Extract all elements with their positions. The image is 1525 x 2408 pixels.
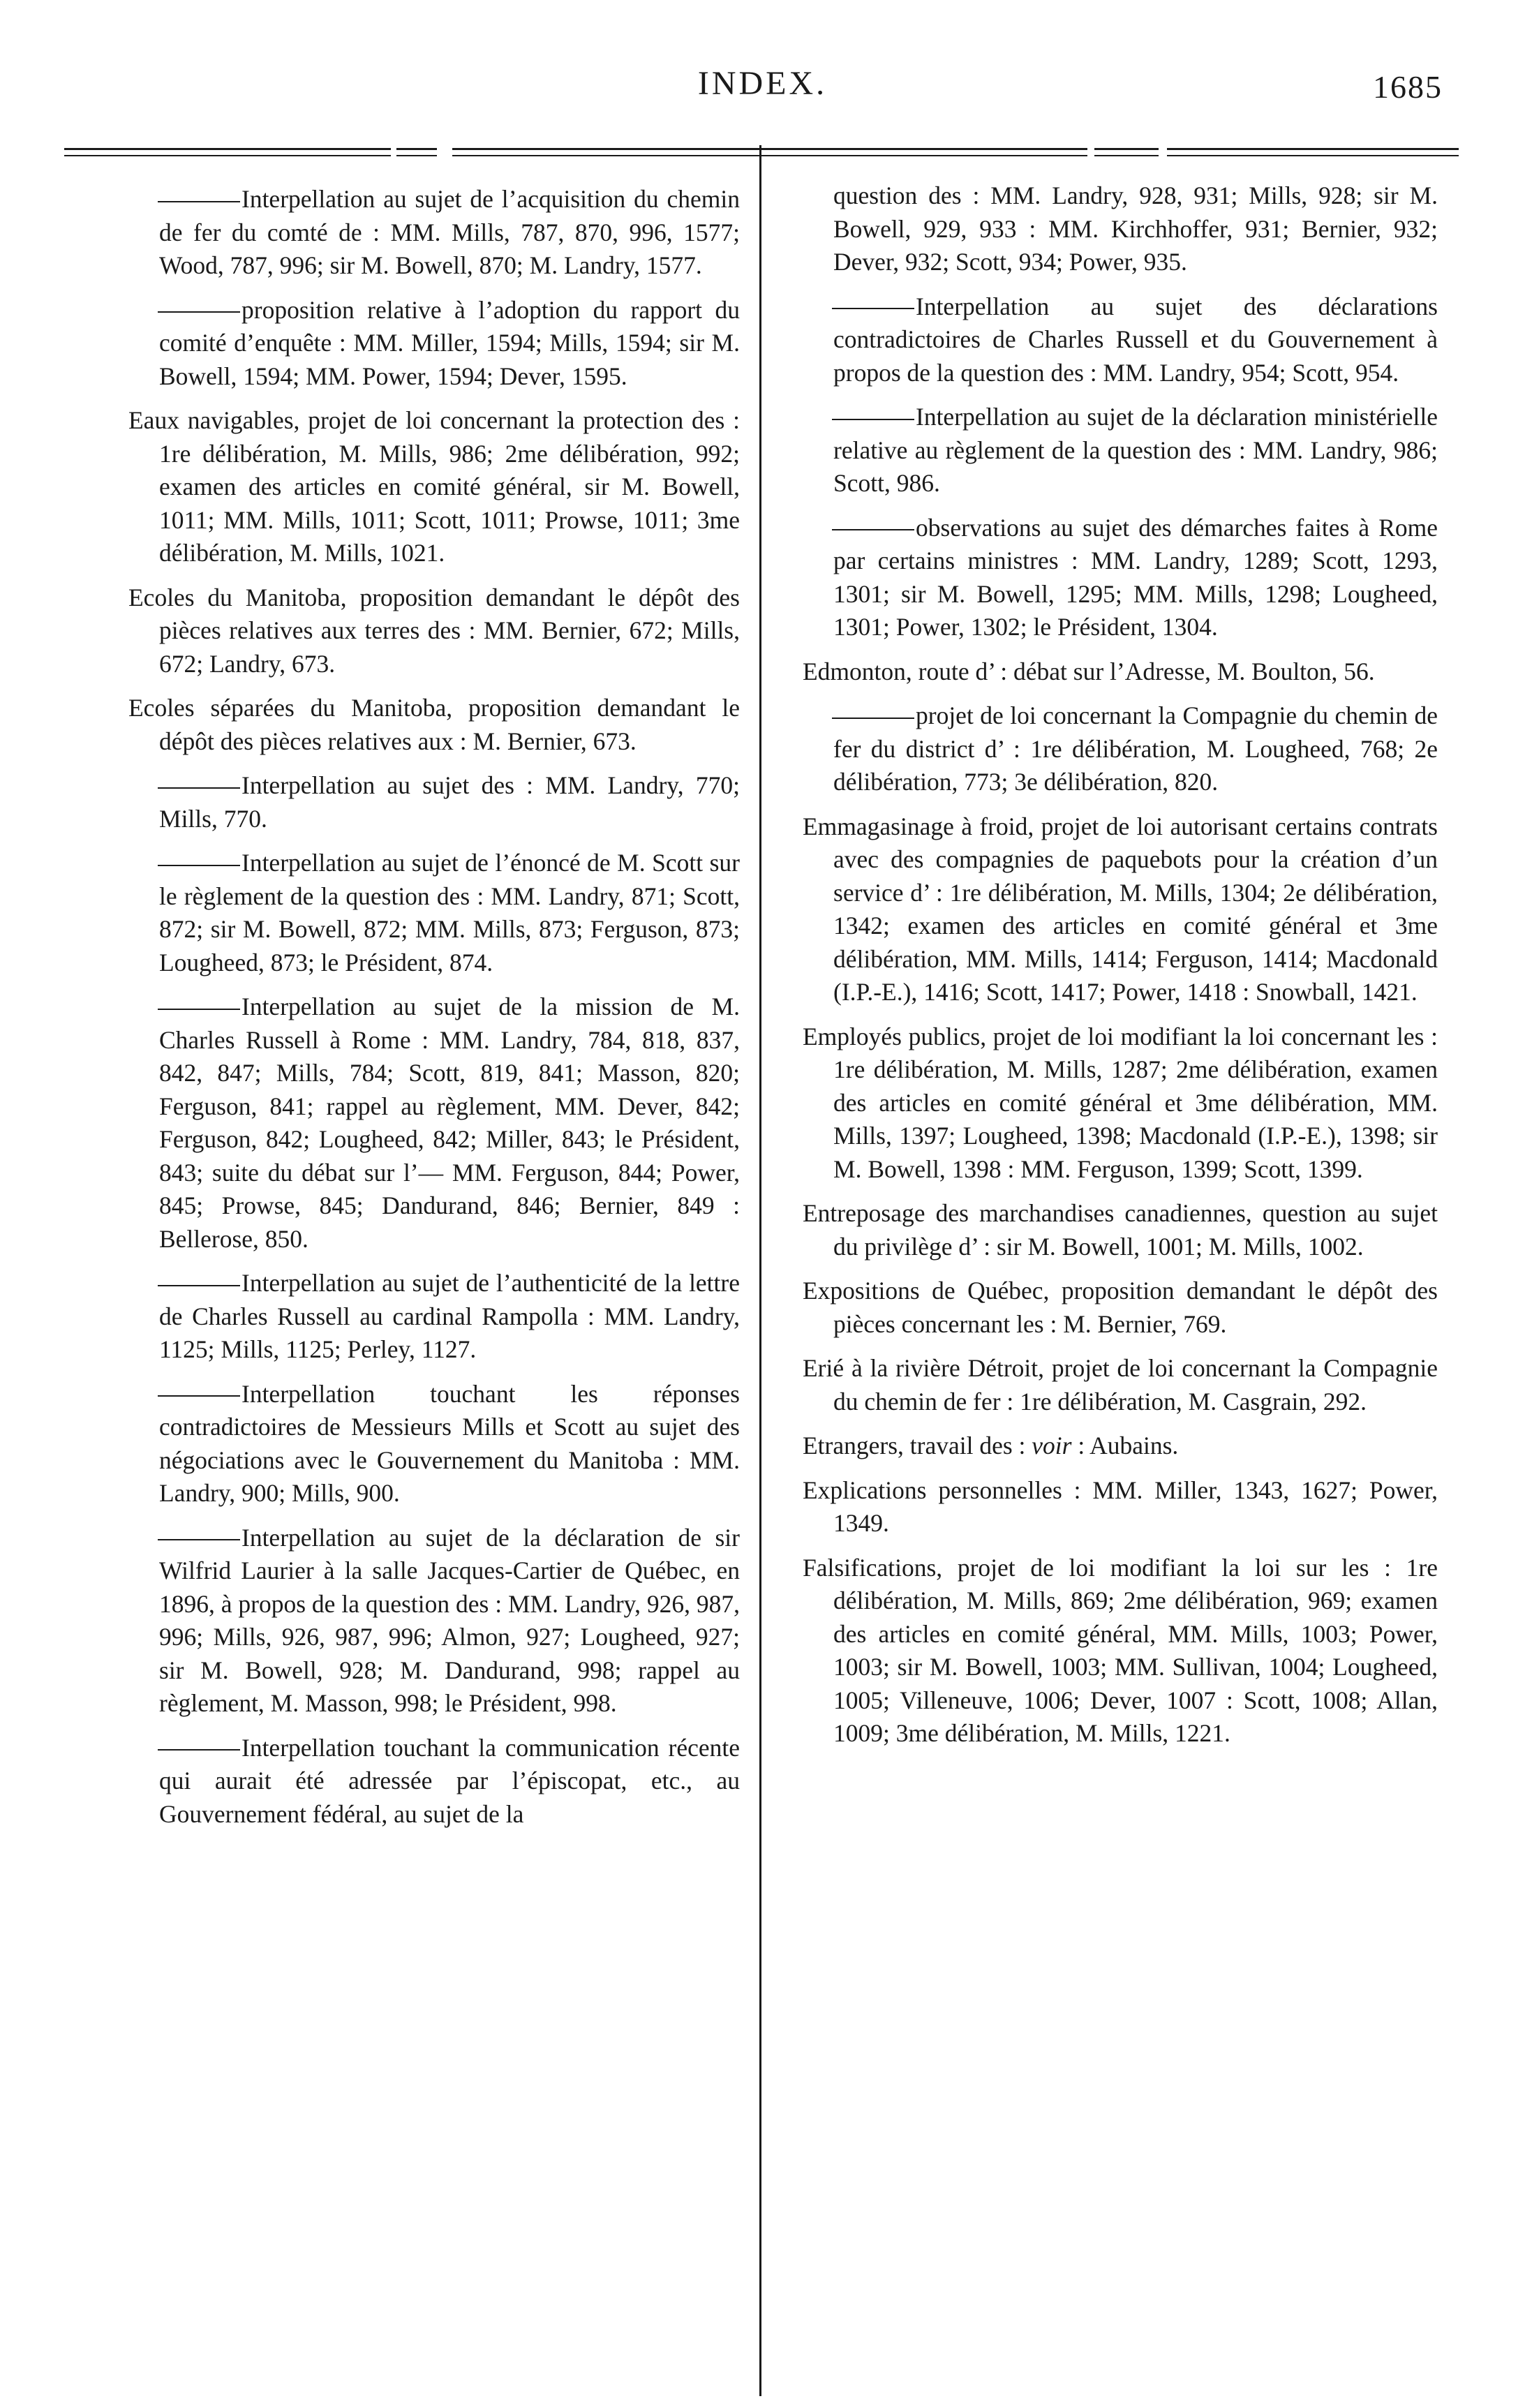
header-rule-right-2 [1094,155,1159,156]
ditto-dash [832,529,914,530]
page-title: INDEX. [697,65,828,102]
header-rule-mid [396,148,437,150]
index-subentry [128,1378,740,1510]
header-rule-far-right-2 [1167,155,1459,156]
index-subentry [803,401,1438,500]
entry-text: Ecoles du Manitoba, proposition demandant le dépôt des pièces relatives aux terres des : MM. Bernier, 672; Mills, 672; Landry, 673. [128,583,740,678]
ditto-dash [158,201,240,202]
cross-reference: voir [1032,1432,1072,1459]
ditto-dash [158,1009,240,1010]
ditto-dash [832,718,914,719]
ditto-dash [158,1285,240,1286]
entry-text: Explications personnelles : MM. Miller, 1343, 1627; Power, 1349. [803,1476,1438,1537]
entry-text: observations au sujet des démarches faites à Rome par certains ministres : MM. Landry, 1289; Scott, 1293, 1301; sir M. Bowell, 1295; MM. Mills, 1298; Lougheed, 1301; Power, 1302; le Président, 1304. [833,513,1438,641]
entry-text: Employés publics, projet de loi modifiant la loi concernant les : 1re délibération, M. Mills, 1287; 2me délibération, examen des articles en comité général et 3me délibération, MM. Mills, 1397; Lougheed, 1398; Macdonald (I.P.-E.), 1398; sir M. Bowell, 1398 : MM. Ferguson, 1399; Scott, 1399. [803,1022,1438,1183]
entry-text: proposition relative à l’adoption du rapport du comité d’enquête : MM. Miller, 1594; Mills, 1594; sir M. Bowell, 1594; MM. Power, 1594; Dever, 1595. [159,295,740,390]
entry-text: Falsifications, projet de loi modifiant la loi sur les : 1re délibération, M. Mills, 869; 2me délibération, 969; examen des articles en comité général, MM. Mills, 1003; Power, 1003; sir M. Bowell, 1003; MM. Sullivan, 1004; Lougheed, 1005; Villeneuve, 1006; Dever, 1007 : Scott, 1008; Allan, 1009; 3me délibération, M. Mills, 1221. [803,1553,1438,1747]
index-subentry [128,1732,740,1831]
entry-text: Ecoles séparées du Manitoba, proposition demandant le dépôt des pièces relatives aux : M. Bernier, 673. [128,694,740,755]
ditto-dash [158,1395,240,1397]
index-subentry [128,990,740,1256]
index-subentry [128,1522,740,1720]
ditto-dash [158,787,240,789]
entry-text: Interpellation au sujet de la déclaration de sir Wilfrid Laurier à la salle Jacques-Cartier de Québec, en 1896, à propos de la question des : MM. Landry, 926, 987, 996; Mills, 926, 987, 996; Almon, 927; Lougheed, 927; sir M. Bowell, 928; M. Dandurand, 998; rappel au règlement, M. Masson, 998; le Président, 998. [159,1523,740,1717]
index-subentry [803,512,1438,644]
page-header [0,0,1525,154]
entry-text: Erié à la rivière Détroit, projet de loi concernant la Compagnie du chemin de fer : 1re délibération, M. Casgrain, 292. [803,1354,1438,1415]
index-entry [803,1474,1438,1540]
index-entry [803,1352,1438,1418]
index-entry [803,1020,1438,1187]
index-subentry [128,769,740,835]
ditto-dash [832,308,914,309]
entry-text: Edmonton, route d’ : débat sur l’Adresse, M. Boulton, 56. [803,657,1375,685]
index-entry-continued [803,179,1438,279]
index-subentry [128,183,740,283]
entry-text: Interpellation au sujet de l’acquisition du chemin de fer du comté de : MM. Mills, 787, 870, 996, 1577; Wood, 787, 996; sir M. Bowell, 870; M. Landry, 1577. [159,185,740,279]
header-rule-far-right [1167,148,1459,150]
index-entry [803,1274,1438,1341]
ditto-dash [158,311,240,313]
header-rule-mid-2 [396,155,437,156]
ditto-dash [832,419,914,420]
entry-text: Interpellation au sujet des déclarations contradictoires de Charles Russell et du Gouvernement à propos de la question des : MM. Landry, 954; Scott, 954. [833,292,1438,387]
entry-text: Interpellation touchant la communication récente qui aurait été adressée par l’épiscopat, etc., au Gouvernement fédéral, au sujet de la [159,1733,740,1828]
index-subentry [128,847,740,979]
header-rule-left [64,148,391,150]
ditto-dash [158,1539,240,1540]
entry-text: Entreposage des marchandises canadiennes, question au sujet du privilège d’ : sir M. Bowell, 1001; M. Mills, 1002. [803,1199,1438,1261]
entry-text: Interpellation au sujet de la mission de M. Charles Russell à Rome : MM. Landry, 784, 818, 837, 842, 847; Mills, 784; Scott, 819, 841; Masson, 820; Ferguson, 841; rappel au règlement, MM. Dever, 842; Ferguson, 842; Lougheed, 842; Miller, 843; le Président, 843; suite du débat sur l’— MM. Ferguson, 844; Power, 845; Prowse, 845; Dandurand, 846; Bernier, 849 : Bellerose, 850. [159,993,740,1253]
entry-text: Interpellation au sujet de l’authenticité de la lettre de Charles Russell au cardinal Rampolla : MM. Landry, 1125; Mills, 1125; Perley, 1127. [159,1269,740,1363]
ditto-dash [158,1749,240,1751]
index-entry [128,692,740,758]
index-subentry [128,294,740,394]
entry-text: projet de loi concernant la Compagnie du chemin de fer du district d’ : 1re délibération, M. Lougheed, 768; 2e délibération, 773; 3e délibération, 820. [833,701,1438,796]
header-rule-center [452,148,1087,150]
left-column [128,183,740,1842]
index-subentry [128,1267,740,1367]
entry-text: Expositions de Québec, proposition demandant le dépôt des pièces concernant les : M. Bernier, 769. [803,1277,1438,1338]
header-rule-center-2 [452,155,1087,156]
index-entry [803,1552,1438,1751]
entry-text-tail: : Aubains. [1071,1432,1179,1459]
ditto-dash [158,865,240,866]
right-column [803,179,1438,1762]
entry-text: Etrangers, travail des : [803,1432,1032,1459]
header-rule-right [1094,148,1159,150]
entry-text: Interpellation au sujet de l’énoncé de M. Scott sur le règlement de la question des : MM. Landry, 871; Scott, 872; sir M. Bowell, 872; MM. Mills, 873; Ferguson, 873; Lougheed, 873; le Président, 874. [159,849,740,976]
entry-text: Interpellation touchant les réponses contradictoires de Messieurs Mills et Scott au sujet des négociations avec le Gouvernement du Manitoba : MM. Landry, 900; Mills, 900. [159,1379,740,1507]
index-entry [803,1429,1438,1463]
entry-text: Interpellation au sujet de la déclaration ministérielle relative au règlement de la question des : MM. Landry, 986; Scott, 986. [833,403,1438,497]
entry-text: question des : MM. Landry, 928, 931; Mills, 928; sir M. Bowell, 929, 933 : MM. Kirchhoffer, 931; Bernier, 932; Dever, 932; Scott, 934; Power, 935. [833,181,1438,276]
index-entry [803,655,1438,689]
entry-text: Interpellation au sujet des : MM. Landry, 770; Mills, 770. [159,771,740,833]
index-entry [128,404,740,570]
entry-text: Emmagasinage à froid, projet de loi autorisant certains contrats avec des compagnies de paquebots pour la création d’un service d’ : 1re délibération, M. Mills, 1304; 2e délibération, 1342; examen des articles en comité général et 3me délibération, MM. Mills, 1414; Ferguson, 1414; Macdonald (I.P.-E.), 1416; Scott, 1417; Power, 1418 : Snowball, 1421. [803,812,1438,1006]
index-subentry [803,699,1438,799]
header-rule-left-2 [64,155,391,156]
index-subentry [803,290,1438,390]
column-divider [759,145,761,2396]
index-entry [803,810,1438,1009]
entry-text: Eaux navigables, projet de loi concernant la protection des : 1re délibération, M. Mills, 986; 2me délibération, 992; examen des articles en comité général, sir M. Bowell, 1011; MM. Mills, 1011; Scott, 1011; Prowse, 1011; 3me délibération, M. Mills, 1021. [128,406,740,567]
page-number: 1685 [1373,69,1443,105]
index-entry [803,1197,1438,1263]
index-entry [128,581,740,681]
